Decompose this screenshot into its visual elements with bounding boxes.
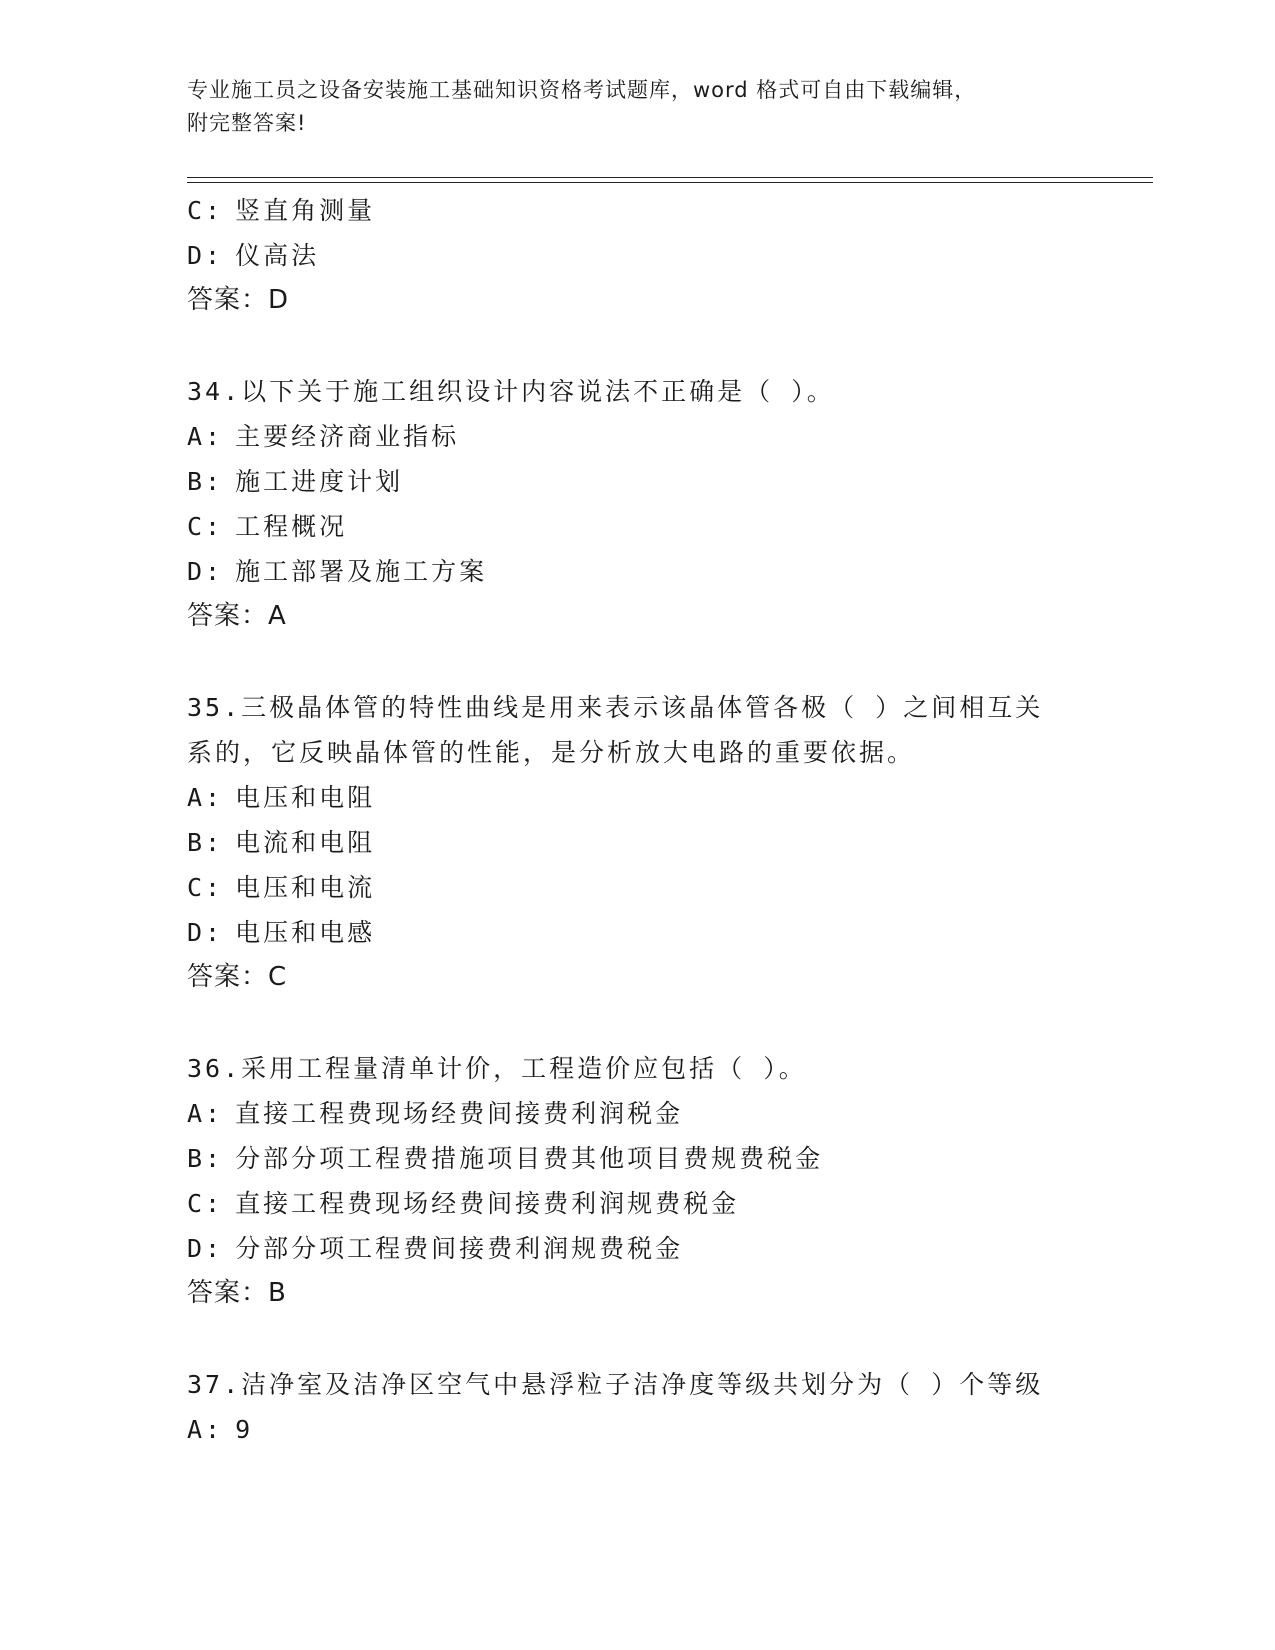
option-line bbox=[187, 1226, 1147, 1271]
option-text: 电流和电阻 bbox=[235, 828, 376, 857]
option-text: 直接工程费现场经费间接费利润税金 bbox=[235, 1099, 684, 1128]
option-text: 施工进度计划 bbox=[235, 467, 404, 496]
option-line bbox=[187, 549, 1147, 594]
option-text: 电压和电阻 bbox=[235, 783, 376, 812]
option-text: 仪高法 bbox=[235, 241, 320, 270]
partial-question bbox=[187, 188, 1147, 323]
option-key: B: bbox=[187, 1144, 224, 1173]
answer-line: 答案：B bbox=[187, 1278, 287, 1308]
header-line-2: 附完整答案! bbox=[187, 111, 307, 135]
option-text: 分部分项工程费措施项目费其他项目费规费税金 bbox=[235, 1144, 824, 1173]
header-rule-top bbox=[187, 177, 1153, 178]
option-line bbox=[187, 233, 1147, 278]
option-text: 9 bbox=[235, 1415, 254, 1444]
option-line bbox=[187, 1136, 1147, 1181]
option-key: C: bbox=[187, 873, 224, 902]
answer-line: 答案：C bbox=[187, 962, 288, 992]
question-stem-continued: 系的，它反映晶体管的性能，是分析放大电路的重要依据。 bbox=[187, 738, 916, 767]
spacer bbox=[187, 1316, 1147, 1362]
option-line bbox=[187, 188, 1147, 233]
option-line bbox=[187, 459, 1147, 504]
option-text: 直接工程费现场经费间接费利润规费税金 bbox=[235, 1189, 740, 1218]
header-note bbox=[187, 74, 1067, 140]
option-key: C: bbox=[187, 196, 224, 225]
header-rule-bottom bbox=[187, 182, 1153, 183]
option-line bbox=[187, 775, 1147, 820]
option-text: 施工部署及施工方案 bbox=[235, 557, 488, 586]
option-key: C: bbox=[187, 1189, 224, 1218]
option-key: B: bbox=[187, 828, 224, 857]
option-text: 分部分项工程费间接费利润规费税金 bbox=[235, 1234, 684, 1263]
option-line bbox=[187, 1181, 1147, 1226]
option-key: A: bbox=[187, 783, 224, 812]
option-key: A: bbox=[187, 1099, 224, 1128]
question-34 bbox=[187, 369, 1147, 639]
option-key: D: bbox=[187, 918, 224, 947]
spacer bbox=[187, 323, 1147, 369]
option-text: 电压和电感 bbox=[235, 918, 376, 947]
option-line bbox=[187, 504, 1147, 549]
option-line bbox=[187, 414, 1147, 459]
question-list bbox=[187, 188, 1147, 1452]
question-stem: 35.三极晶体管的特性曲线是用来表示该晶体管各极（ ）之间相互关 bbox=[187, 693, 1044, 722]
answer-line: 答案：A bbox=[187, 601, 287, 631]
option-key: D: bbox=[187, 1234, 224, 1263]
option-key: C: bbox=[187, 512, 224, 541]
question-36 bbox=[187, 1046, 1147, 1316]
question-35 bbox=[187, 685, 1147, 1000]
spacer bbox=[187, 1000, 1147, 1046]
option-text: 竖直角测量 bbox=[235, 196, 376, 225]
option-key: A: bbox=[187, 1415, 224, 1444]
option-key: A: bbox=[187, 422, 224, 451]
option-text: 电压和电流 bbox=[235, 873, 376, 902]
option-line bbox=[187, 910, 1147, 955]
option-key: D: bbox=[187, 241, 224, 270]
option-line bbox=[187, 865, 1147, 910]
answer-line: 答案：D bbox=[187, 285, 290, 315]
option-text: 工程概况 bbox=[235, 512, 348, 541]
question-stem: 37.洁净室及洁净区空气中悬浮粒子洁净度等级共划分为（ ）个等级 bbox=[187, 1370, 1044, 1399]
option-line bbox=[187, 820, 1147, 865]
option-line bbox=[187, 1407, 1147, 1452]
header-line-1: 专业施工员之设备安装施工基础知识资格考试题库，word 格式可自由下载编辑， bbox=[187, 78, 977, 102]
question-37 bbox=[187, 1362, 1147, 1452]
question-stem: 34.以下关于施工组织设计内容说法不正确是（ ）。 bbox=[187, 377, 835, 406]
question-stem: 36.采用工程量清单计价，工程造价应包括（ ）。 bbox=[187, 1054, 807, 1083]
spacer bbox=[187, 639, 1147, 685]
option-line bbox=[187, 1091, 1147, 1136]
option-key: D: bbox=[187, 557, 224, 586]
option-text: 主要经济商业指标 bbox=[235, 422, 460, 451]
option-key: B: bbox=[187, 467, 224, 496]
